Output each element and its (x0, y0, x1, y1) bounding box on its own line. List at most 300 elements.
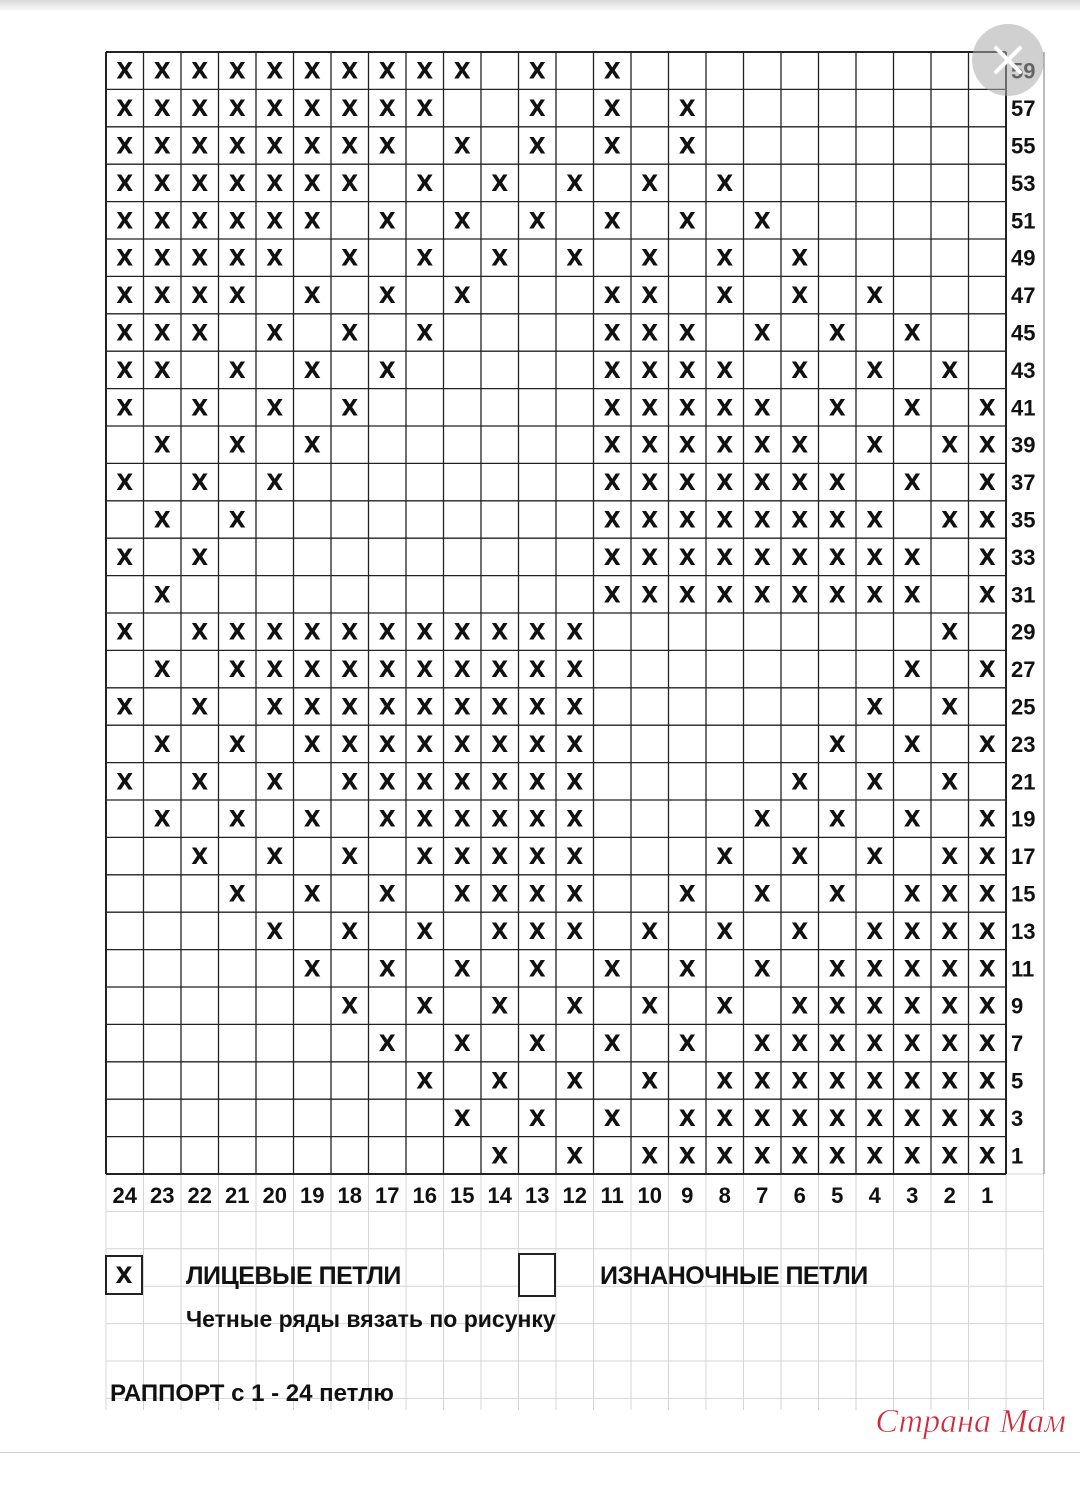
knit-stitch-mark: X (416, 807, 434, 833)
knit-stitch-mark: X (566, 845, 584, 871)
knit-stitch-mark: X (341, 695, 359, 721)
knit-stitch-mark: X (903, 658, 921, 684)
knit-stitch-mark: X (678, 97, 696, 123)
knit-stitch-mark: X (641, 545, 659, 571)
knit-stitch-mark: X (866, 770, 884, 796)
knit-stitch-mark: X (453, 882, 471, 908)
knit-stitch-mark: X (941, 919, 959, 945)
knit-stitch-mark: X (641, 321, 659, 347)
knit-stitch-mark: X (491, 807, 509, 833)
knit-stitch-mark: X (153, 321, 171, 347)
knit-stitch-mark: X (716, 994, 734, 1020)
knit-stitch-mark: X (228, 246, 246, 272)
column-label: 4 (868, 1183, 881, 1208)
knit-stitch-mark: X (716, 508, 734, 534)
knit-stitch-mark: X (678, 1106, 696, 1132)
knit-stitch-mark: X (641, 433, 659, 459)
knit-stitch-mark: X (341, 134, 359, 160)
knit-stitch-mark: X (191, 620, 209, 646)
knit-stitch-mark: X (528, 134, 546, 160)
knit-stitch-mark: X (191, 471, 209, 497)
knit-stitch-mark: X (866, 1144, 884, 1170)
knit-stitch-mark: X (303, 134, 321, 160)
knit-stitch-mark: X (116, 545, 134, 571)
knit-stitch-mark: X (228, 134, 246, 160)
knit-stitch-mark: X (116, 396, 134, 422)
knit-stitch-mark: X (116, 284, 134, 310)
knit-stitch-mark: X (678, 358, 696, 384)
knit-stitch-mark: X (678, 433, 696, 459)
knit-stitch-mark: X (678, 1032, 696, 1058)
knit-stitch-mark: X (791, 246, 809, 272)
row-label: 17 (1011, 844, 1036, 870)
knit-stitch-mark: X (978, 845, 996, 871)
knit-stitch-mark: X (341, 396, 359, 422)
knit-stitch-mark: X (903, 994, 921, 1020)
knit-stitch-mark: X (903, 471, 921, 497)
row-label: 45 (1011, 320, 1036, 346)
knit-stitch-mark: X (641, 358, 659, 384)
knit-stitch-mark: X (303, 732, 321, 758)
knit-stitch-mark: X (191, 97, 209, 123)
knit-stitch-mark: X (716, 583, 734, 609)
knit-stitch-mark: X (491, 171, 509, 197)
knit-stitch-mark: X (116, 171, 134, 197)
row-label: 11 (1011, 956, 1035, 982)
knit-stitch-mark: X (753, 396, 771, 422)
watermark: Страна Мам (875, 1403, 1066, 1440)
knit-stitch-mark: X (641, 919, 659, 945)
legend-knit-label: ЛИЦЕВЫЕ ПЕТЛИ (186, 1262, 401, 1290)
knit-stitch-mark: X (678, 1144, 696, 1170)
row-label: 29 (1011, 619, 1036, 645)
knit-stitch-mark: X (303, 97, 321, 123)
knit-stitch-mark: X (453, 845, 471, 871)
column-label: 7 (756, 1183, 769, 1208)
knit-stitch-mark: X (791, 1106, 809, 1132)
knit-stitch-mark: X (528, 882, 546, 908)
knit-stitch-mark: X (266, 396, 284, 422)
knit-stitch-mark: X (453, 620, 471, 646)
row-label: 15 (1011, 881, 1036, 907)
knit-stitch-mark: X (978, 1106, 996, 1132)
knit-stitch-mark: X (416, 919, 434, 945)
knit-stitch-mark: X (116, 134, 134, 160)
knit-stitch-mark: X (941, 994, 959, 1020)
knit-stitch-mark: X (228, 732, 246, 758)
knit-stitch-mark: X (191, 770, 209, 796)
column-label: 21 (225, 1183, 250, 1208)
knit-stitch-mark: X (378, 209, 396, 235)
knit-stitch-mark: X (153, 59, 171, 85)
close-icon (991, 43, 1025, 77)
knit-stitch-mark: X (903, 396, 921, 422)
knit-stitch-mark: X (603, 134, 621, 160)
knit-stitch-mark: X (941, 770, 959, 796)
knit-stitch-mark: X (603, 284, 621, 310)
knit-stitch-mark: X (341, 321, 359, 347)
knit-stitch-mark: X (378, 732, 396, 758)
row-label: 27 (1011, 657, 1036, 683)
knit-stitch-mark: X (641, 396, 659, 422)
knit-stitch-mark: X (153, 209, 171, 235)
knit-stitch-mark: X (228, 284, 246, 310)
knit-stitch-mark: X (116, 97, 134, 123)
knit-stitch-mark: X (828, 508, 846, 534)
knit-stitch-mark: X (941, 1144, 959, 1170)
knit-stitch-mark: X (378, 882, 396, 908)
knit-stitch-mark: X (416, 695, 434, 721)
knit-stitch-mark: X (978, 1144, 996, 1170)
knit-stitch-mark: X (716, 1069, 734, 1095)
knit-stitch-mark: X (791, 1032, 809, 1058)
knit-stitch-mark: X (528, 732, 546, 758)
knit-stitch-mark: X (416, 732, 434, 758)
knit-stitch-mark: X (791, 919, 809, 945)
knit-stitch-mark: X (828, 545, 846, 571)
knit-stitch-mark: X (491, 845, 509, 871)
knit-stitch-mark: X (566, 1144, 584, 1170)
knit-stitch-mark: X (828, 1106, 846, 1132)
row-label: 7 (1011, 1031, 1024, 1057)
knit-stitch-mark: X (716, 171, 734, 197)
row-label: 13 (1011, 918, 1036, 944)
knit-stitch-mark: X (716, 433, 734, 459)
knit-stitch-mark: X (416, 246, 434, 272)
knit-stitch-mark: X (566, 171, 584, 197)
knit-stitch-mark: X (116, 358, 134, 384)
knit-stitch-mark: X (941, 433, 959, 459)
knit-stitch-mark: X (566, 620, 584, 646)
row-label: 31 (1011, 582, 1036, 608)
knit-stitch-mark: X (266, 246, 284, 272)
knit-stitch-mark: X (116, 59, 134, 85)
faint-grid (106, 1174, 1044, 1410)
knit-stitch-mark: X (791, 583, 809, 609)
row-label: 49 (1011, 245, 1036, 271)
knit-stitch-mark: X (791, 1144, 809, 1170)
knit-stitch-mark: X (641, 994, 659, 1020)
knit-stitch-mark: X (753, 1106, 771, 1132)
knit-stitch-mark: X (566, 732, 584, 758)
knit-stitch-mark: X (153, 284, 171, 310)
knit-stitch-mark: X (678, 471, 696, 497)
knit-stitch-mark: X (753, 209, 771, 235)
knit-stitch-mark: X (153, 171, 171, 197)
knit-stitch-mark: X (978, 658, 996, 684)
column-label: 13 (525, 1183, 550, 1208)
knit-stitch-mark: X (753, 471, 771, 497)
knit-stitch-mark: X (378, 658, 396, 684)
knit-stitch-mark: X (678, 882, 696, 908)
knit-stitch-mark: X (303, 957, 321, 983)
knit-stitch-mark: X (528, 658, 546, 684)
knit-stitch-mark: X (678, 545, 696, 571)
legend-knit-symbol: X (115, 1264, 133, 1289)
knit-stitch-mark: X (603, 97, 621, 123)
knit-stitch-mark: X (903, 732, 921, 758)
knit-stitch-mark: X (341, 97, 359, 123)
knit-stitch-mark: X (941, 1106, 959, 1132)
knit-stitch-mark: X (603, 583, 621, 609)
knit-stitch-mark: X (866, 583, 884, 609)
legend-purl-label: ИЗНАНОЧНЫЕ ПЕТЛИ (600, 1262, 868, 1290)
knit-stitch-mark: X (978, 994, 996, 1020)
knit-stitch-mark: X (228, 807, 246, 833)
knit-stitch-mark: X (566, 658, 584, 684)
knit-stitch-mark: X (266, 209, 284, 235)
row-label: 23 (1011, 731, 1036, 757)
knit-stitch-mark: X (266, 171, 284, 197)
knit-stitch-mark: X (416, 321, 434, 347)
knit-stitch-mark: X (416, 994, 434, 1020)
knit-stitch-mark: X (378, 97, 396, 123)
knit-stitch-mark: X (228, 358, 246, 384)
knit-stitch-mark: X (153, 246, 171, 272)
knit-stitch-mark: X (341, 171, 359, 197)
knit-stitch-mark: X (753, 957, 771, 983)
knit-stitch-mark: X (453, 1106, 471, 1132)
knit-stitch-mark: X (303, 433, 321, 459)
knit-stitch-mark: X (791, 545, 809, 571)
column-label: 8 (718, 1183, 731, 1208)
knit-stitch-mark: X (603, 471, 621, 497)
knit-stitch-mark: X (228, 59, 246, 85)
knit-stitch-mark: X (678, 957, 696, 983)
column-label: 16 (412, 1183, 437, 1208)
knit-stitch-mark: X (566, 246, 584, 272)
knit-stitch-mark: X (303, 695, 321, 721)
row-label: 35 (1011, 507, 1036, 533)
knit-stitch-mark: X (416, 97, 434, 123)
knit-stitch-mark: X (791, 358, 809, 384)
knit-stitch-mark: X (303, 807, 321, 833)
knit-stitch-mark: X (153, 658, 171, 684)
knit-stitch-mark: X (378, 284, 396, 310)
knit-stitch-mark: X (378, 1032, 396, 1058)
row-label: 57 (1011, 96, 1036, 122)
knit-stitch-mark: X (603, 358, 621, 384)
knit-stitch-mark: X (791, 845, 809, 871)
knit-stitch-mark: X (566, 807, 584, 833)
knit-stitch-mark: X (491, 658, 509, 684)
knit-stitch-mark: X (566, 882, 584, 908)
knit-stitch-mark: X (828, 321, 846, 347)
knit-stitch-mark: X (716, 545, 734, 571)
knit-stitch-mark: X (903, 321, 921, 347)
knit-stitch-mark: X (491, 732, 509, 758)
knit-stitch-mark: X (191, 321, 209, 347)
knit-stitch-mark: X (378, 620, 396, 646)
knit-stitch-mark: X (228, 658, 246, 684)
knit-stitch-mark: X (416, 658, 434, 684)
knit-stitch-mark: X (603, 433, 621, 459)
knit-stitch-mark: X (978, 583, 996, 609)
knit-stitch-mark: X (341, 620, 359, 646)
row-label: 25 (1011, 694, 1036, 720)
knit-stitch-mark: X (978, 1069, 996, 1095)
legend-purl-box (519, 1254, 555, 1296)
knit-stitch-mark: X (378, 134, 396, 160)
knit-stitch-mark: X (341, 994, 359, 1020)
row-label: 39 (1011, 432, 1036, 458)
knit-stitch-mark: X (641, 284, 659, 310)
knit-stitch-mark: X (866, 433, 884, 459)
row-label: 53 (1011, 170, 1036, 196)
knit-stitch-mark: X (866, 545, 884, 571)
knit-stitch-mark: X (603, 321, 621, 347)
knit-stitch-mark: X (416, 1069, 434, 1095)
knit-stitch-mark: X (641, 171, 659, 197)
knit-stitch-mark: X (753, 1069, 771, 1095)
knit-stitch-mark: X (191, 396, 209, 422)
knit-stitch-mark: X (266, 695, 284, 721)
knit-stitch-mark: X (153, 807, 171, 833)
column-label: 2 (943, 1183, 956, 1208)
knit-stitch-mark: X (716, 1106, 734, 1132)
knit-stitch-mark: X (753, 882, 771, 908)
knit-stitch-mark: X (716, 845, 734, 871)
knit-stitch-mark: X (753, 583, 771, 609)
knit-stitch-mark: X (266, 770, 284, 796)
knit-stitch-mark: X (791, 471, 809, 497)
knit-stitch-mark: X (566, 919, 584, 945)
knit-stitch-mark: X (866, 1106, 884, 1132)
column-label: 3 (906, 1183, 919, 1208)
knit-stitch-mark: X (453, 732, 471, 758)
knit-stitch-mark: X (303, 358, 321, 384)
knit-stitch-mark: X (341, 59, 359, 85)
knit-stitch-mark: X (528, 209, 546, 235)
knit-stitch-mark: X (978, 433, 996, 459)
knit-stitch-mark: X (603, 545, 621, 571)
knit-stitch-mark: X (116, 321, 134, 347)
knit-stitch-mark: X (153, 358, 171, 384)
knit-stitch-mark: X (453, 770, 471, 796)
row-label: 1 (1011, 1143, 1024, 1169)
knit-stitch-mark: X (528, 620, 546, 646)
knit-stitch-mark: X (753, 1144, 771, 1170)
knit-stitch-mark: X (528, 695, 546, 721)
knit-stitch-mark: X (416, 770, 434, 796)
knit-stitch-mark: X (191, 171, 209, 197)
knit-stitch-mark: X (603, 1032, 621, 1058)
knit-stitch-mark: X (341, 845, 359, 871)
knit-stitch-mark: X (903, 1106, 921, 1132)
knit-stitch-mark: X (978, 396, 996, 422)
knit-stitch-mark: X (228, 171, 246, 197)
close-button[interactable] (972, 24, 1044, 96)
knit-stitch-mark: X (378, 957, 396, 983)
knit-stitch-mark: X (603, 957, 621, 983)
knit-stitch-mark: X (791, 508, 809, 534)
knit-stitch-mark: X (866, 508, 884, 534)
knit-stitch-mark: X (341, 658, 359, 684)
knit-stitch-mark: X (191, 59, 209, 85)
column-label: 19 (300, 1183, 325, 1208)
knit-stitch-mark: X (828, 1144, 846, 1170)
knit-stitch-mark: X (303, 658, 321, 684)
knit-stitch-mark: X (828, 583, 846, 609)
knit-stitch-mark: X (941, 358, 959, 384)
knit-stitch-mark: X (491, 770, 509, 796)
knit-stitch-mark: X (266, 919, 284, 945)
knit-stitch-mark: X (641, 1069, 659, 1095)
row-label: 55 (1011, 133, 1036, 159)
knit-stitch-mark: X (866, 919, 884, 945)
knit-stitch-mark: X (266, 471, 284, 497)
knit-stitch-mark: X (341, 246, 359, 272)
knit-stitch-mark: X (528, 919, 546, 945)
knit-stitch-mark: X (753, 508, 771, 534)
knit-stitch-mark: X (678, 396, 696, 422)
knit-stitch-mark: X (791, 770, 809, 796)
row-label: 47 (1011, 283, 1036, 309)
knit-stitch-mark: X (941, 1032, 959, 1058)
knit-stitch-mark: X (641, 246, 659, 272)
knit-stitch-mark: X (528, 1106, 546, 1132)
knit-stitch-mark: X (828, 471, 846, 497)
knit-stitch-mark: X (753, 1032, 771, 1058)
knit-stitch-mark: X (828, 994, 846, 1020)
knit-stitch-mark: X (378, 695, 396, 721)
knit-stitch-mark: X (678, 508, 696, 534)
knit-stitch-mark: X (491, 994, 509, 1020)
knit-stitch-mark: X (153, 97, 171, 123)
knit-stitch-mark: X (378, 358, 396, 384)
knit-stitch-mark: X (453, 807, 471, 833)
knit-stitch-mark: X (866, 845, 884, 871)
knit-stitch-mark: X (903, 957, 921, 983)
knit-stitch-mark: X (191, 545, 209, 571)
row-label: 9 (1011, 993, 1024, 1019)
knit-stitch-mark: X (941, 695, 959, 721)
column-label: 5 (831, 1183, 844, 1208)
knit-stitch-mark: X (228, 620, 246, 646)
knit-stitch-mark: X (566, 770, 584, 796)
knit-stitch-mark: X (378, 59, 396, 85)
knit-stitch-mark: X (753, 807, 771, 833)
knit-stitch-mark: X (266, 845, 284, 871)
knit-stitch-mark: X (603, 1106, 621, 1132)
knit-stitch-mark: X (491, 882, 509, 908)
knit-stitch-mark: X (828, 957, 846, 983)
column-label: 22 (187, 1183, 212, 1208)
knit-stitch-mark: X (116, 695, 134, 721)
knit-stitch-mark: X (603, 396, 621, 422)
knit-stitch-mark: X (978, 508, 996, 534)
knit-stitch-mark: X (191, 246, 209, 272)
column-label: 20 (262, 1183, 287, 1208)
knit-stitch-mark: X (791, 433, 809, 459)
column-label: 18 (337, 1183, 362, 1208)
column-label: 12 (562, 1183, 587, 1208)
knit-stitch-mark: X (678, 134, 696, 160)
knit-stitch-mark: X (903, 807, 921, 833)
knit-stitch-mark: X (528, 97, 546, 123)
knit-stitch-mark: X (491, 246, 509, 272)
knit-stitch-mark: X (528, 807, 546, 833)
knit-stitch-mark: X (528, 59, 546, 85)
knit-stitch-mark: X (528, 770, 546, 796)
knit-stitch-mark: X (153, 583, 171, 609)
knit-stitch-mark: X (866, 1069, 884, 1095)
knit-stitch-mark: X (191, 695, 209, 721)
knit-stitch-mark: X (116, 770, 134, 796)
knit-stitch-mark: X (941, 1069, 959, 1095)
column-labels (113, 1183, 994, 1208)
knit-stitch-mark: X (903, 882, 921, 908)
